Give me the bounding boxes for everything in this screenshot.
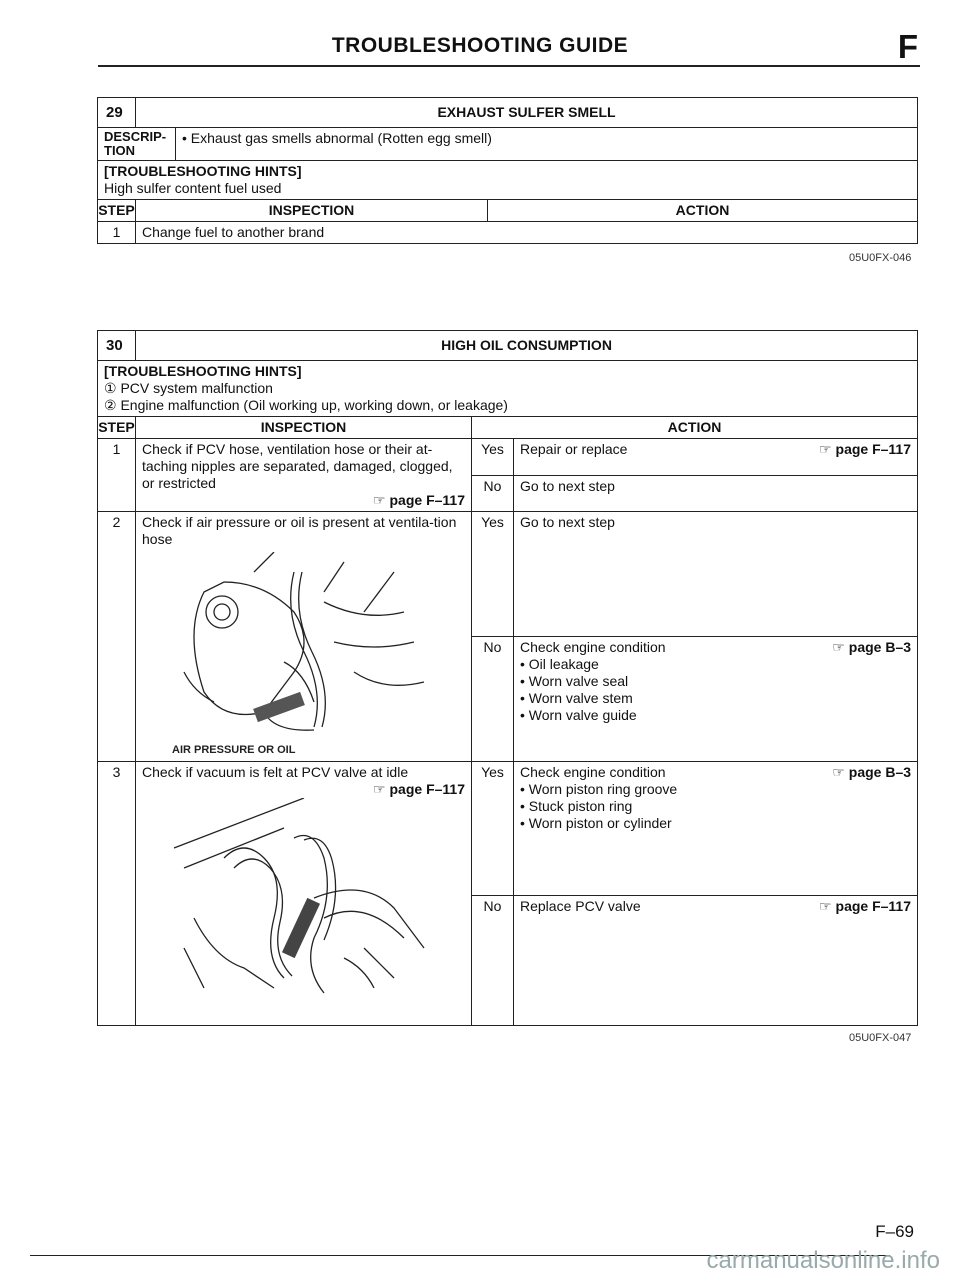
col-step: STEP bbox=[98, 417, 136, 439]
step-number: 3 bbox=[98, 762, 136, 1026]
col-action: ACTION bbox=[488, 200, 918, 222]
list-item: • Worn valve guide bbox=[520, 707, 911, 724]
col-inspection: INSPECTION bbox=[136, 200, 488, 222]
watermark: carmanualsonline.info bbox=[706, 1247, 940, 1274]
page-ref-text: page F–117 bbox=[835, 441, 912, 457]
pointer-icon: ☞ bbox=[372, 492, 386, 508]
list-item: • Oil leakage bbox=[520, 656, 911, 673]
section-letter: F bbox=[897, 28, 918, 65]
inspection-text: Check if air pressure or oil is present at ventila-tion hose bbox=[142, 514, 457, 547]
no-action bbox=[514, 896, 918, 1026]
condition-list bbox=[520, 781, 911, 832]
hint-1: ① PCV system malfunction bbox=[104, 380, 273, 396]
page-ref-text: page F–117 bbox=[389, 492, 465, 508]
no-label: No bbox=[472, 475, 514, 512]
page-ref-text: page B–3 bbox=[848, 764, 912, 780]
yes-label: Yes bbox=[472, 762, 514, 896]
page-ref-text: page F–117 bbox=[389, 781, 465, 797]
figure-caption: AIR PRESSURE OR OIL bbox=[172, 744, 296, 756]
no-action bbox=[514, 637, 918, 762]
description-label: DESCRIP- TION bbox=[98, 128, 176, 161]
yes-action bbox=[514, 439, 918, 476]
inspection-text: Check if PCV hose, ventilation hose or their at-taching nipples are separated, damaged, clogged, or restricted bbox=[142, 441, 453, 491]
header-rule bbox=[98, 65, 920, 67]
description-value: Exhaust gas smells abnormal (Rotten egg smell) bbox=[190, 130, 492, 146]
list-item: • Worn piston or cylinder bbox=[520, 815, 911, 832]
inspection-text: Check if vacuum is felt at PCV valve at idle bbox=[142, 764, 409, 780]
page-ref-text: page B–3 bbox=[848, 639, 912, 655]
step-inspection bbox=[136, 512, 472, 762]
step-number: 1 bbox=[98, 439, 136, 512]
pointer-icon: ☞ bbox=[818, 898, 832, 914]
engine-hose-illustration bbox=[164, 552, 434, 742]
page-ref bbox=[373, 492, 465, 509]
hints-label: [TROUBLESHOOTING HINTS] bbox=[104, 363, 302, 379]
action-text: Repair or replace bbox=[520, 441, 628, 457]
action-text: Check engine condition bbox=[520, 764, 666, 780]
col-step: STEP bbox=[98, 200, 136, 222]
hints-label: [TROUBLESHOOTING HINTS] bbox=[104, 163, 302, 179]
step-inspection bbox=[136, 439, 472, 512]
step-number: 1 bbox=[98, 222, 136, 244]
table-29 bbox=[97, 97, 918, 244]
col-action: ACTION bbox=[472, 417, 918, 439]
table-30-title: HIGH OIL CONSUMPTION bbox=[136, 331, 918, 361]
table-29-title: EXHAUST SULFER SMELL bbox=[136, 98, 918, 128]
table-30-number: 30 bbox=[98, 331, 136, 361]
step-number: 2 bbox=[98, 512, 136, 762]
no-action: Go to next step bbox=[514, 475, 918, 512]
hint-text: High sulfer content fuel used bbox=[104, 180, 282, 196]
yes-action bbox=[514, 762, 918, 896]
yes-label: Yes bbox=[472, 512, 514, 637]
no-label: No bbox=[472, 896, 514, 1026]
no-label: No bbox=[472, 637, 514, 762]
hints-block bbox=[98, 161, 918, 200]
col-inspection: INSPECTION bbox=[136, 417, 472, 439]
list-item: • Worn valve stem bbox=[520, 690, 911, 707]
pointer-icon: ☞ bbox=[832, 764, 845, 780]
action-text: Replace PCV valve bbox=[520, 898, 641, 914]
description-text: • Exhaust gas smells abnormal (Rotten egg smell) bbox=[176, 128, 918, 161]
page-ref bbox=[373, 781, 465, 798]
page-ref-text: page F–117 bbox=[835, 898, 912, 914]
page-title: TROUBLESHOOTING GUIDE bbox=[331, 34, 629, 57]
table-29-number: 29 bbox=[98, 98, 136, 128]
pointer-icon: ☞ bbox=[818, 441, 832, 457]
list-item: • Worn valve seal bbox=[520, 673, 911, 690]
pointer-icon: ☞ bbox=[372, 781, 386, 797]
page-number: F–69 bbox=[875, 1222, 914, 1241]
pcv-valve-illustration bbox=[164, 798, 434, 998]
list-item: • Worn piston ring groove bbox=[520, 781, 911, 798]
list-item: • Stuck piston ring bbox=[520, 798, 911, 815]
figure-code: 05U0FX-046 bbox=[849, 252, 912, 264]
hint-2: ② Engine malfunction (Oil working up, working down, or leakage) bbox=[104, 397, 508, 413]
yes-action: Go to next step bbox=[514, 512, 918, 637]
step-inspection: Change fuel to another brand bbox=[136, 222, 918, 244]
hints-block bbox=[98, 361, 918, 417]
yes-label: Yes bbox=[472, 439, 514, 476]
pointer-icon: ☞ bbox=[832, 639, 845, 655]
figure-code: 05U0FX-047 bbox=[849, 1032, 912, 1044]
action-text: Check engine condition bbox=[520, 639, 666, 655]
condition-list bbox=[520, 656, 911, 724]
page-header bbox=[0, 28, 960, 68]
step-inspection bbox=[136, 762, 472, 1026]
table-30 bbox=[97, 330, 918, 1026]
